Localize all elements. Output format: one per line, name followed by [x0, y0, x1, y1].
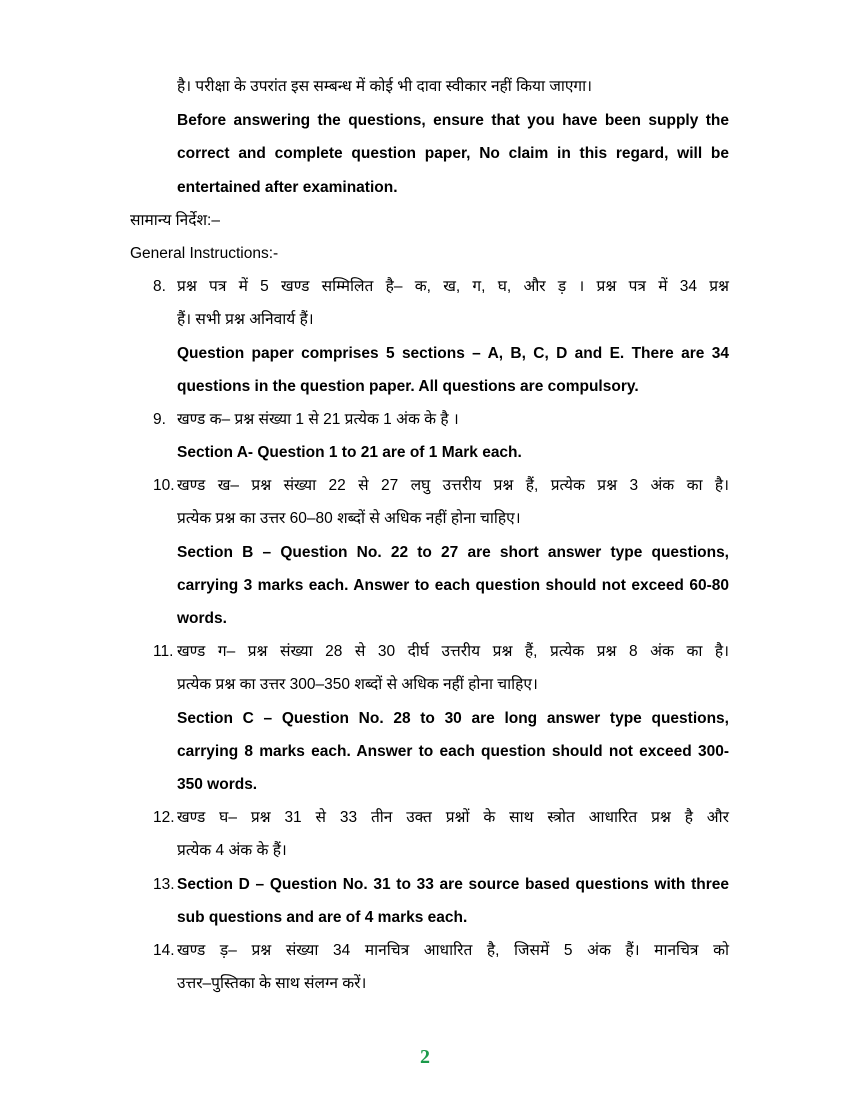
instruction-number: 11.	[153, 643, 174, 660]
instruction-hindi-line: हैं। सभी प्रश्न अनिवार्य हैं।	[177, 311, 314, 328]
instruction-number: 10.	[153, 477, 175, 494]
instruction-hindi-line: खण्ड घ– प्रश्न 31 से 33 तीन उक्त प्रश्नों के साथ स्त्रोत आधारित प्रश्न है और	[177, 809, 729, 826]
instruction-hindi-line: प्रश्न पत्र में 5 खण्ड सम्मिलित है– क, ख, ग, घ, और ड़ । प्रश्न पत्र में 34 प्रश्न	[177, 278, 729, 295]
intro-english-line: entertained after examination.	[177, 179, 398, 196]
instruction-hindi-line: खण्ड ड़– प्रश्न संख्या 34 मानचित्र आधारित है, जिसमें 5 अंक हैं। मानचित्र को	[177, 942, 729, 959]
instruction-english-line: Section C – Question No. 28 to 30 are long answer type questions,	[177, 710, 729, 727]
instruction-english-line: Section A- Question 1 to 21 are of 1 Mark each.	[177, 444, 522, 461]
intro-english-line: correct and complete question paper, No claim in this regard, will be	[177, 145, 729, 162]
instruction-hindi-line: प्रत्येक प्रश्न का उत्तर 60–80 शब्दों से अधिक नहीं होना चाहिए।	[177, 510, 521, 527]
instruction-hindi-line: खण्ड क– प्रश्न संख्या 1 से 21 प्रत्येक 1 अंक के है ।	[177, 411, 459, 428]
general-instructions-heading: General Instructions:-	[130, 245, 279, 262]
intro-hindi-line: है। परीक्षा के उपरांत इस सम्बन्ध में कोई भी दावा स्वीकार नहीं किया जाएगा।	[177, 78, 593, 95]
instruction-number: 12.	[153, 809, 175, 826]
page-number: 2	[420, 1046, 430, 1068]
instruction-number: 14.	[153, 942, 175, 959]
instruction-english-line: Section D – Question No. 31 to 33 are source based questions with three	[177, 876, 729, 893]
instruction-number: 8.	[153, 278, 166, 295]
instruction-hindi-line: प्रत्येक 4 अंक के हैं।	[177, 842, 287, 859]
instruction-english-line: Question paper comprises 5 sections – A, B, C, D and E. There are 34	[177, 345, 729, 362]
instruction-english-line: questions in the question paper. All questions are compulsory.	[177, 378, 639, 395]
instruction-number: 9.	[153, 411, 166, 428]
instruction-english-line: carrying 3 marks each. Answer to each question should not exceed 60-80	[177, 577, 729, 594]
instruction-english-line: carrying 8 marks each. Answer to each question should not exceed 300-	[177, 743, 729, 760]
instruction-english-line: words.	[177, 610, 227, 627]
instruction-number: 13.	[153, 876, 175, 893]
instruction-english-line: Section B – Question No. 22 to 27 are short answer type questions,	[177, 544, 729, 561]
instruction-hindi-line: प्रत्येक प्रश्न का उत्तर 300–350 शब्दों से अधिक नहीं होना चाहिए।	[177, 676, 538, 693]
instruction-hindi-line: खण्ड ख– प्रश्न संख्या 22 से 27 लघु उत्तरीय प्रश्न हैं, प्रत्येक प्रश्न 3 अंक का है।	[177, 477, 729, 494]
instruction-english-line: sub questions and are of 4 marks each.	[177, 909, 468, 926]
instruction-english-line: 350 words.	[177, 776, 258, 793]
instruction-hindi-line: उत्तर–पुस्तिका के साथ संलग्न करें।	[177, 975, 367, 992]
intro-english-line: Before answering the questions, ensure that you have been supply the	[177, 112, 729, 129]
instruction-hindi-line: खण्ड ग– प्रश्न संख्या 28 से 30 दीर्घ उत्तरीय प्रश्न हैं, प्रत्येक प्रश्न 8 अंक का है।	[177, 643, 729, 660]
general-instructions-heading-hindi: सामान्य निर्देश:–	[130, 212, 220, 229]
